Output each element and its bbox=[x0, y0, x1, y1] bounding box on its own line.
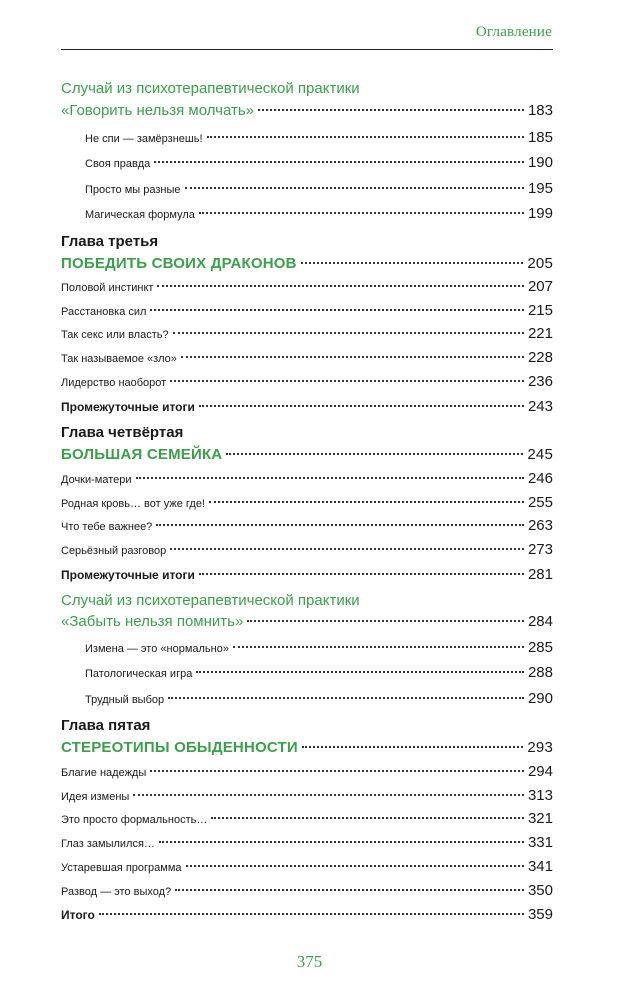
page-number: 375 bbox=[296, 952, 323, 971]
toc-entry: Своя правда 190 bbox=[85, 154, 553, 171]
toc-entry: Просто мы разные 195 bbox=[85, 180, 553, 197]
toc-entry-case-title: «Забыть нельзя помнить» 284 bbox=[61, 613, 553, 630]
toc-entry: Половой инстинкт 207 bbox=[61, 278, 553, 295]
chapter-title: ПОБЕДИТЬ СВОИХ ДРАКОНОВ 205 bbox=[61, 255, 553, 272]
toc-entry: Глаз замылился… 331 bbox=[61, 834, 553, 851]
toc-entry: Это просто формальность… 321 bbox=[61, 810, 553, 827]
toc-entry: Идея измены 313 bbox=[61, 787, 553, 804]
toc-entry-summary: Промежуточные итоги 243 bbox=[61, 398, 553, 415]
toc-entry: Измена — это «нормально» 285 bbox=[85, 639, 553, 656]
chapter-label: Глава третья bbox=[61, 233, 159, 250]
toc-entry: Родная кровь… вот уже где! 255 bbox=[61, 494, 553, 511]
running-header: Оглавление bbox=[475, 24, 552, 40]
case-heading: Случай из психотерапевтической практики bbox=[61, 80, 360, 97]
toc-entry: Устаревшая программа 341 bbox=[61, 858, 553, 875]
toc-entry: Дочки-матери 246 bbox=[61, 470, 553, 487]
toc-entry: Не спи — замёрзнешь! 185 bbox=[85, 129, 553, 146]
toc-entry: Так называемое «зло» 228 bbox=[61, 349, 553, 366]
chapter-title: СТЕРЕОТИПЫ ОБЫДЕННОСТИ 293 bbox=[61, 739, 553, 756]
toc-entry: Трудный выбор 290 bbox=[85, 690, 553, 707]
chapter-label: Глава пятая bbox=[61, 717, 151, 734]
case-heading: Случай из психотерапевтической практики bbox=[61, 592, 360, 609]
toc-entry: Патологическая игра 288 bbox=[85, 664, 553, 681]
chapter-title: БОЛЬШАЯ СЕМЕЙКА 245 bbox=[61, 446, 553, 463]
toc-entry: Расстановка сил 215 bbox=[61, 302, 553, 319]
toc-entry: Что тебе важнее? 263 bbox=[61, 517, 553, 534]
toc-entry: Так секс или власть? 221 bbox=[61, 325, 553, 342]
toc-entry-total: Итого 359 bbox=[61, 906, 553, 923]
toc-entry: Серьёзный разговор 273 bbox=[61, 541, 553, 558]
toc-entry: Лидерство наоборот 236 bbox=[61, 373, 553, 390]
header-divider bbox=[61, 49, 553, 50]
toc-entry: Благие надежды 294 bbox=[61, 763, 553, 780]
toc-entry-case-title: «Говорить нельзя молчать» 183 bbox=[61, 102, 553, 119]
toc-entry: Магическая формула 199 bbox=[85, 205, 553, 222]
chapter-label: Глава четвёртая bbox=[61, 424, 184, 441]
toc-entry: Развод — это выход? 350 bbox=[61, 882, 553, 899]
toc-entry-summary: Промежуточные итоги 281 bbox=[61, 566, 553, 583]
